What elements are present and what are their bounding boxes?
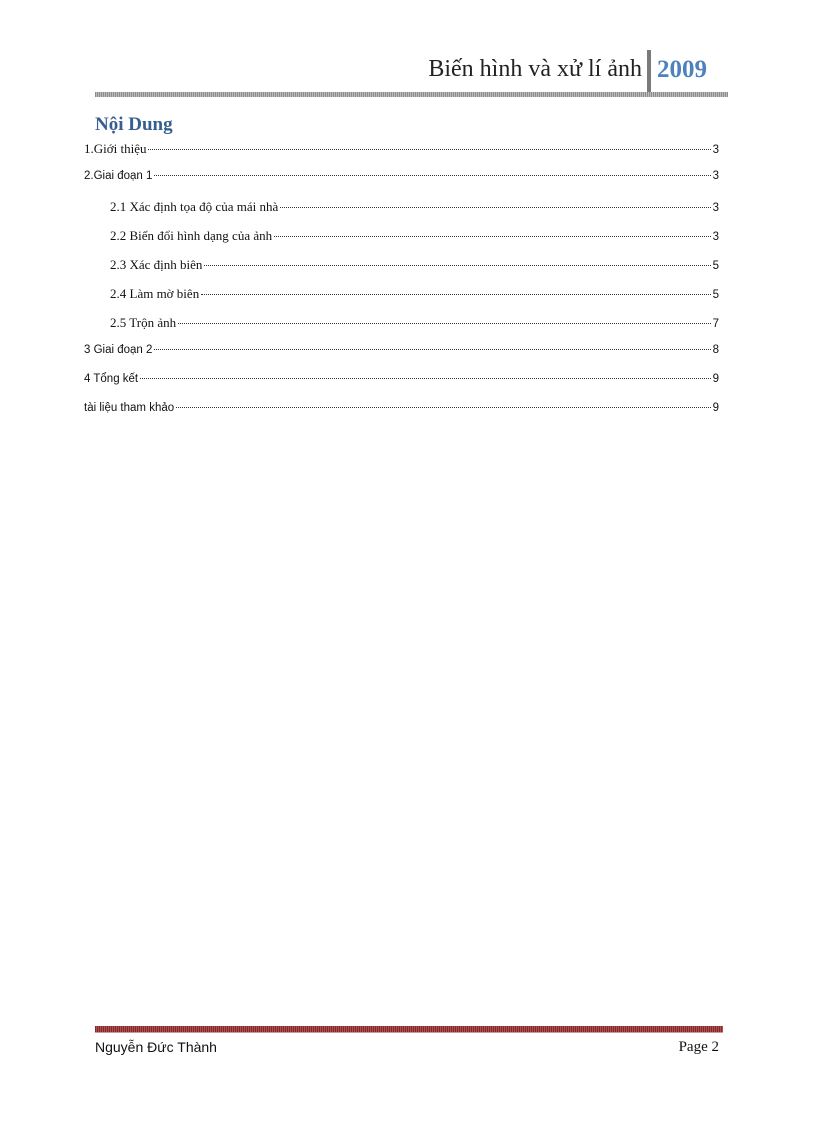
toc-entry-text: 1.Giới thiệu: [84, 141, 147, 156]
footer-rule-thin: [95, 1032, 723, 1033]
footer-page-number: Page 2: [678, 1039, 719, 1055]
toc-entry-text: 2.2 Biến đổi hình dạng của ảnh: [110, 228, 273, 243]
toc-entry-text: 2.1 Xác định tọa độ của mái nhà: [110, 199, 279, 214]
toc-entry-2-5[interactable]: [84, 315, 719, 344]
toc-entry-page: 9: [712, 373, 719, 385]
toc-heading: Nội Dung: [95, 114, 173, 135]
toc-entry-giai-doan-2[interactable]: [84, 344, 719, 373]
toc-entry-2-1[interactable]: [84, 199, 719, 228]
toc-entry-page: 3: [712, 202, 719, 214]
toc-leader: [178, 323, 710, 324]
header-rule: [95, 92, 728, 97]
toc-entry-text: 2.3 Xác định biên: [110, 257, 203, 272]
toc-entry-page: 3: [712, 170, 719, 182]
toc-leader: [148, 149, 710, 150]
toc-entry-page: 5: [712, 289, 719, 301]
toc-entry-gioi-thieu[interactable]: [84, 141, 719, 170]
header-year: 2009: [657, 56, 707, 83]
toc-leader: [176, 407, 710, 408]
toc-entry-text: 2.5 Trộn ảnh: [110, 315, 177, 330]
toc-entry-2-2[interactable]: [84, 228, 719, 257]
toc-entry-page: 9: [712, 402, 719, 414]
toc-entry-page: 7: [712, 318, 719, 330]
toc-entry-text: 2.Giai đoạn 1: [84, 170, 153, 182]
toc-leader: [274, 236, 710, 237]
toc-entry-text: tài liệu tham khảo: [84, 402, 175, 414]
toc-leader: [154, 175, 710, 176]
table-of-contents: [84, 141, 719, 431]
toc-leader: [280, 207, 710, 208]
toc-entry-2-4[interactable]: [84, 286, 719, 315]
toc-entry-page: 5: [712, 260, 719, 272]
header-title: Biến hình và xử lí ảnh: [428, 56, 642, 82]
footer-author: Nguyễn Đức Thành: [95, 1039, 217, 1055]
toc-entry-page: 3: [712, 144, 719, 156]
toc-leader: [154, 349, 710, 350]
toc-leader: [204, 265, 710, 266]
toc-leader: [201, 294, 710, 295]
toc-entry-page: 3: [712, 231, 719, 243]
toc-entry-giai-doan-1[interactable]: [84, 170, 719, 199]
toc-entry-page: 8: [712, 344, 719, 356]
page-header: [95, 48, 728, 94]
header-divider: [647, 50, 651, 92]
toc-entry-text: 2.4 Làm mờ biên: [110, 286, 200, 301]
toc-entry-text: 4 Tổng kết: [84, 373, 139, 385]
toc-entry-tai-lieu[interactable]: [84, 402, 719, 431]
toc-entry-2-3[interactable]: [84, 257, 719, 286]
toc-entry-text: 3 Giai đoạn 2: [84, 344, 153, 356]
toc-entry-tong-ket[interactable]: [84, 373, 719, 402]
toc-leader: [140, 378, 710, 379]
